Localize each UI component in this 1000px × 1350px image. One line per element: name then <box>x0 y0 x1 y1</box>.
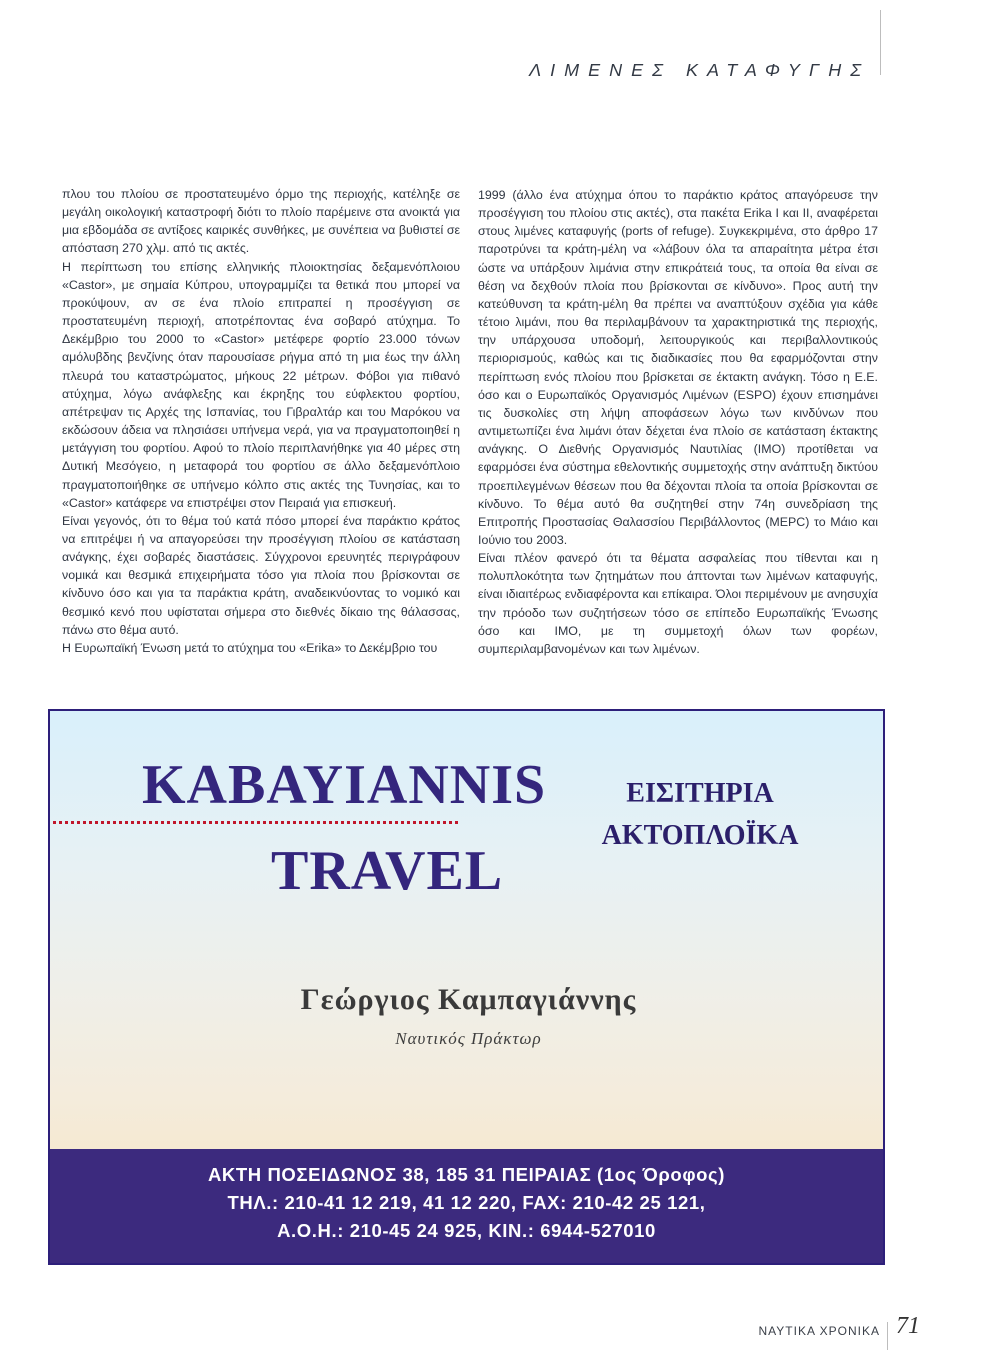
footer-rule <box>887 1322 888 1350</box>
travel-agency-advertisement <box>48 709 885 1265</box>
contact-banner <box>50 1149 883 1265</box>
person-role: Ναυτικός Πράκτωρ <box>395 1029 542 1048</box>
paragraph: 1999 (άλλο ένα ατύχημα όπου το παράκτιο κράτος απαγόρευσε την προσέγγιση του πλοίου στις ακτές), στα πακέτα Erika I και II, αναφέρεται στους λιμένες καταφυγής (ports of refuge). Συγκεκριμένα, στο άρθρο 17 παροτρύνει τα κράτη-μέλη να «λάβουν όλα τα απαραίτητα μέτρα έτσι ώστε να υπάρξουν λιμάνια στην επικράτειά τους, τα οποία θα είναι σε θέση να δεχθούν πλοία που βρίσκονται σε κίνδυνο». Προς αυτή την κατεύθυνση τα κράτη-μέλη θα πρέπει να αναπτύξουν σχέδια για κάθε τέτοιο λιμάνι, που θα περιλαμβάνουν τα χαρακτηριστικά της περιοχής, την υπάρχουσα υποδομή, λειτουργικούς και περιβαλλοντικούς περιορισμούς, καθώς και τις διαδικασίες που θα εφαρμόζονται στην περίπτωση ενός πλοίου που βρίσκεται σε έκτακτη ανάγκη. Τόσο η Ε.Ε. όσο και ο Ευρωπαϊκός Οργανισμός Λιμένων (ESPO) έχουν επισημάνει τις δυσκολίες στη λήψη αποφάσεων λόγω των κινδύνων που αντιμετωπίζει ένα λιμάνι όταν δέχεται ένα πλοίο σε κατάσταση έκτακτης ανάγκης. Ο Διεθνής Οργανισμός Ναυτιλίας (ΙΜΟ) προτίθεται να εφαρμόσει ένα σύστημα εθελοντικής συμμετοχής στην ανάπτυξη δικτύου προεπιλεγμένων θέσεων που θα δέχονται πλοία τα οποία βρίσκονται σε κίνδυνο. Το θέμα αυτό θα συζητηθεί στην 74η συνεδρίαση της Επιτροπής Προστασίας Θαλασσίου Περιβάλλοντος (MEPC) το Μάιο και Ιούνιο του 2003. <box>478 188 878 547</box>
paragraph: Είναι γεγονός, ότι το θέμα τού κατά πόσο μπορεί ένα παράκτιο κράτος να επιτρέψει ή να απαγορεύσει την προσέγγιση πλοίου σε κατάσταση ανάγκης, έχει σοβαρές διαστάσεις. Σύγχρονοι ερευνητές περιγράφουν νομικά και θεσμικά επιχειρήματα τόσο για πλοία που βρίσκονται σε κίνδυνο όσο και για τα παράκτια κράτη, αναδεικνύοντας το νομικό και θεσμικό κενό που υφίσταται σήμερα στο διεθνές δίκαιο της θάλασσας, πάνω στο θέμα αυτό. <box>62 513 460 637</box>
person-name: Γεώργιος Καμπαγιάννης <box>300 983 637 1016</box>
dotted-divider <box>48 821 458 824</box>
paragraph: πλου του πλοίου σε προστατευμένο όρμο της περιοχής, κατέληξε σε μεγάλη οικολογική καταστροφή διότι το πλοίο παρέμεινε στα ανοικτά για μια εβδομάδα σε αντίξοες καιρικές συνθήκες, με συνέπεια να βυθιστεί σε απόσταση 270 χλμ. από τις ακτές. <box>62 187 460 256</box>
mobile-phone: Α.Ο.Η.: 210-45 24 925, ΚΙΝ.: 6944-527010 <box>277 1220 656 1241</box>
address: ΑΚΤΗ ΠΟΣΕΙΔΩΝΟΣ 38, 185 31 ΠΕΙΡΑΙΑΣ (1ος Όροφος) <box>207 1164 726 1185</box>
brand-name-line2: TRAVEL <box>271 840 504 902</box>
tickets-line1: ΕΙΣΙΤΗΡΙΑ <box>626 778 774 809</box>
paragraph: Η περίπτωση του επίσης ελληνικής πλοιοκτησίας δεξαμενόπλοιου «Castor», με σημαία Κύπρου, υπογραμμίζει τα θετικά που μπορεί να προκύψουν, αν σε ένα πλοίο επιτραπεί η προσέγγιση σε προστατευμένη περιοχή, αποτρέποντας ένα σοβαρό ατύχημα. Το Δεκέμβριο του 2000 το «Castor» μετέφερε φορτίο 23.000 τόνων αμόλυβδης βενζίνης όταν παρουσίασε ρήγμα από τη μια έως την άλλη πλευρά του καταστρώματος, μήκους 22 μέτρων. Φόβοι για πιθανό ατύχημα, λόγω ανάφλεξης και έκρηξης του εύφλεκτου φορτίου, απέτρεψαν τις Αρχές της Ισπανίας, του Γιβραλτάρ και του Μαρόκου να εκδώσουν άδεια να πλησιάσει υπήνεμα νερά, για να πραγματοποιηθεί η μετάγγιση του φορτίου. Αφού το πλοίο περιπλανήθηκε για 40 μέρες στη Δυτική Μεσόγειο, η μεταφορά του φορτίου σε άλλο δεξαμενόπλοιο πραγματοποιήθηκε σε υπήνεμο κόλπο στις ακτές της Τυνησίας, και το «Castor» κατάφερε να επιστρέψει στον Πειραιά για επισκευή. <box>62 259 460 510</box>
tickets-line2: ΑΚΤΟΠΛΟΪΚΑ <box>601 820 799 851</box>
article-column-right <box>478 186 878 658</box>
page-number: 71 <box>896 1313 920 1339</box>
section-title: ΛΙΜΕΝΕΣ ΚΑΤΑΦΥΓΗΣ <box>529 60 870 80</box>
brand-name-line1: KABAYIANNIS <box>142 754 547 816</box>
magazine-name: ΝΑΥΤΙΚΑ ΧΡΟΝΙΚΑ <box>758 1324 880 1338</box>
paragraph: Η Ευρωπαϊκή Ένωση μετά το ατύχημα του «Erika» το Δεκέμβριο του <box>62 640 438 655</box>
tickets-heading <box>550 773 850 857</box>
margin-rule-top <box>880 10 881 75</box>
phone-fax: ΤΗΛ.: 210-41 12 219, 41 12 220, FAX: 210-42 25 121, <box>227 1192 706 1213</box>
paragraph: Είναι πλέον φανερό ότι τα θέματα ασφαλείας που τίθενται και η πολυπλοκότητα των ζητημάτων που άπτονται των λιμένων καταφυγής, είναι ιδιαιτέρως ενδιαφέροντα και επίκαιρα. Όλοι περιμένουν με ανησυχία την πρόοδο των συζητήσεων τόσο σε επίπεδο Ευρωπαϊκής Ένωσης όσο και ΙΜΟ, με τη συμμετοχή όλων των φορέων, συμπεριλαμβανομένων και των λιμένων. <box>478 551 878 656</box>
article-column-left <box>62 185 460 657</box>
